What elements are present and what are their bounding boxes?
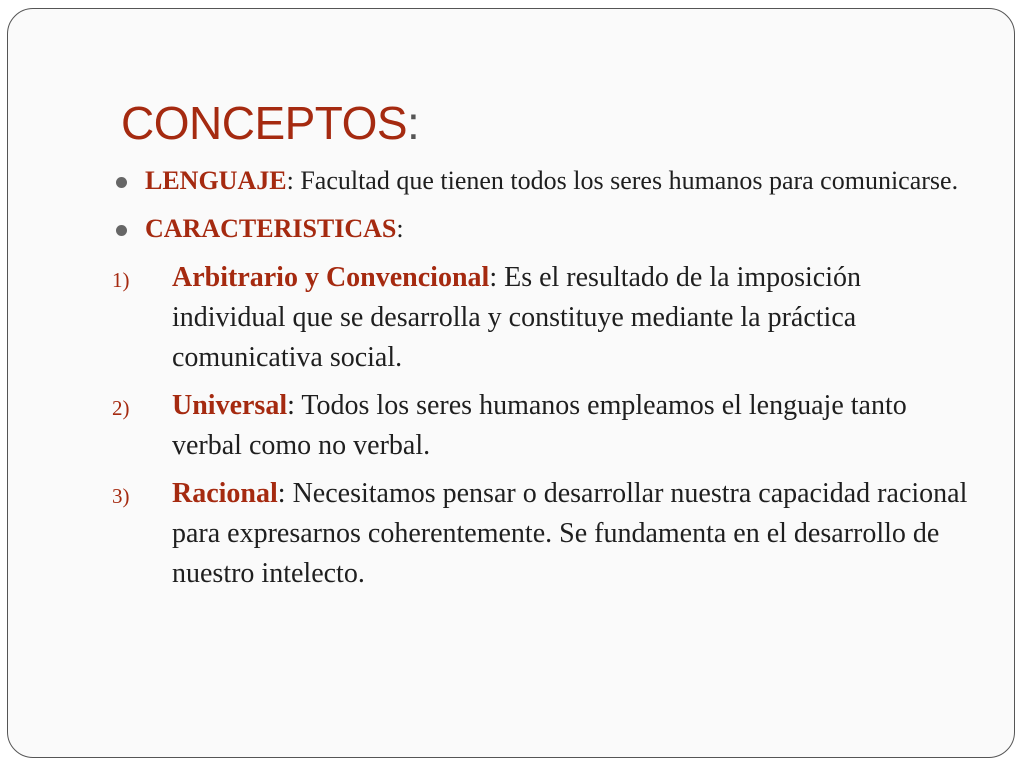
bullet-term: CARACTERISTICAS <box>145 214 397 243</box>
bullet-separator: : <box>396 214 404 243</box>
slide-title <box>121 93 419 153</box>
item-separator: : <box>277 478 286 509</box>
item-number: 1) <box>112 268 130 292</box>
title-colon: : <box>407 97 420 149</box>
bullet-lenguaje <box>112 162 972 200</box>
numbered-item-racional <box>112 474 972 594</box>
item-separator: : <box>287 390 295 421</box>
item-term: Universal <box>172 390 288 421</box>
item-term: Racional <box>172 478 278 509</box>
item-number: 2) <box>112 396 130 420</box>
numbered-item-arbitrario <box>112 258 972 378</box>
item-term: Arbitrario y Convencional <box>172 262 490 293</box>
bullet-term: LENGUAJE <box>145 166 287 195</box>
item-number: 3) <box>112 484 130 508</box>
item-text: Es el resultado de la imposición individual que se desarrolla y constituye mediante la práctica comunicativa social. <box>172 262 862 373</box>
bullet-separator: : <box>286 166 294 195</box>
bullet-dot-icon <box>116 225 127 236</box>
item-text: Necesitamos pensar o desarrollar nuestra capacidad racional para expresarnos coherentemente. Se fundamenta en el desarrollo de nuestro intelecto. <box>172 478 968 589</box>
slide-content <box>112 162 972 602</box>
title-text: CONCEPTOS <box>121 97 408 149</box>
numbered-item-universal <box>112 386 972 466</box>
bullet-caracteristicas <box>112 210 972 248</box>
bullet-dot-icon <box>116 177 127 188</box>
bullet-text: Facultad que tienen todos los seres humanos para comunicarse. <box>293 166 959 195</box>
item-text: Todos los seres humanos empleamos el lenguaje tanto verbal como no verbal. <box>172 390 907 461</box>
item-separator: : <box>489 262 498 293</box>
